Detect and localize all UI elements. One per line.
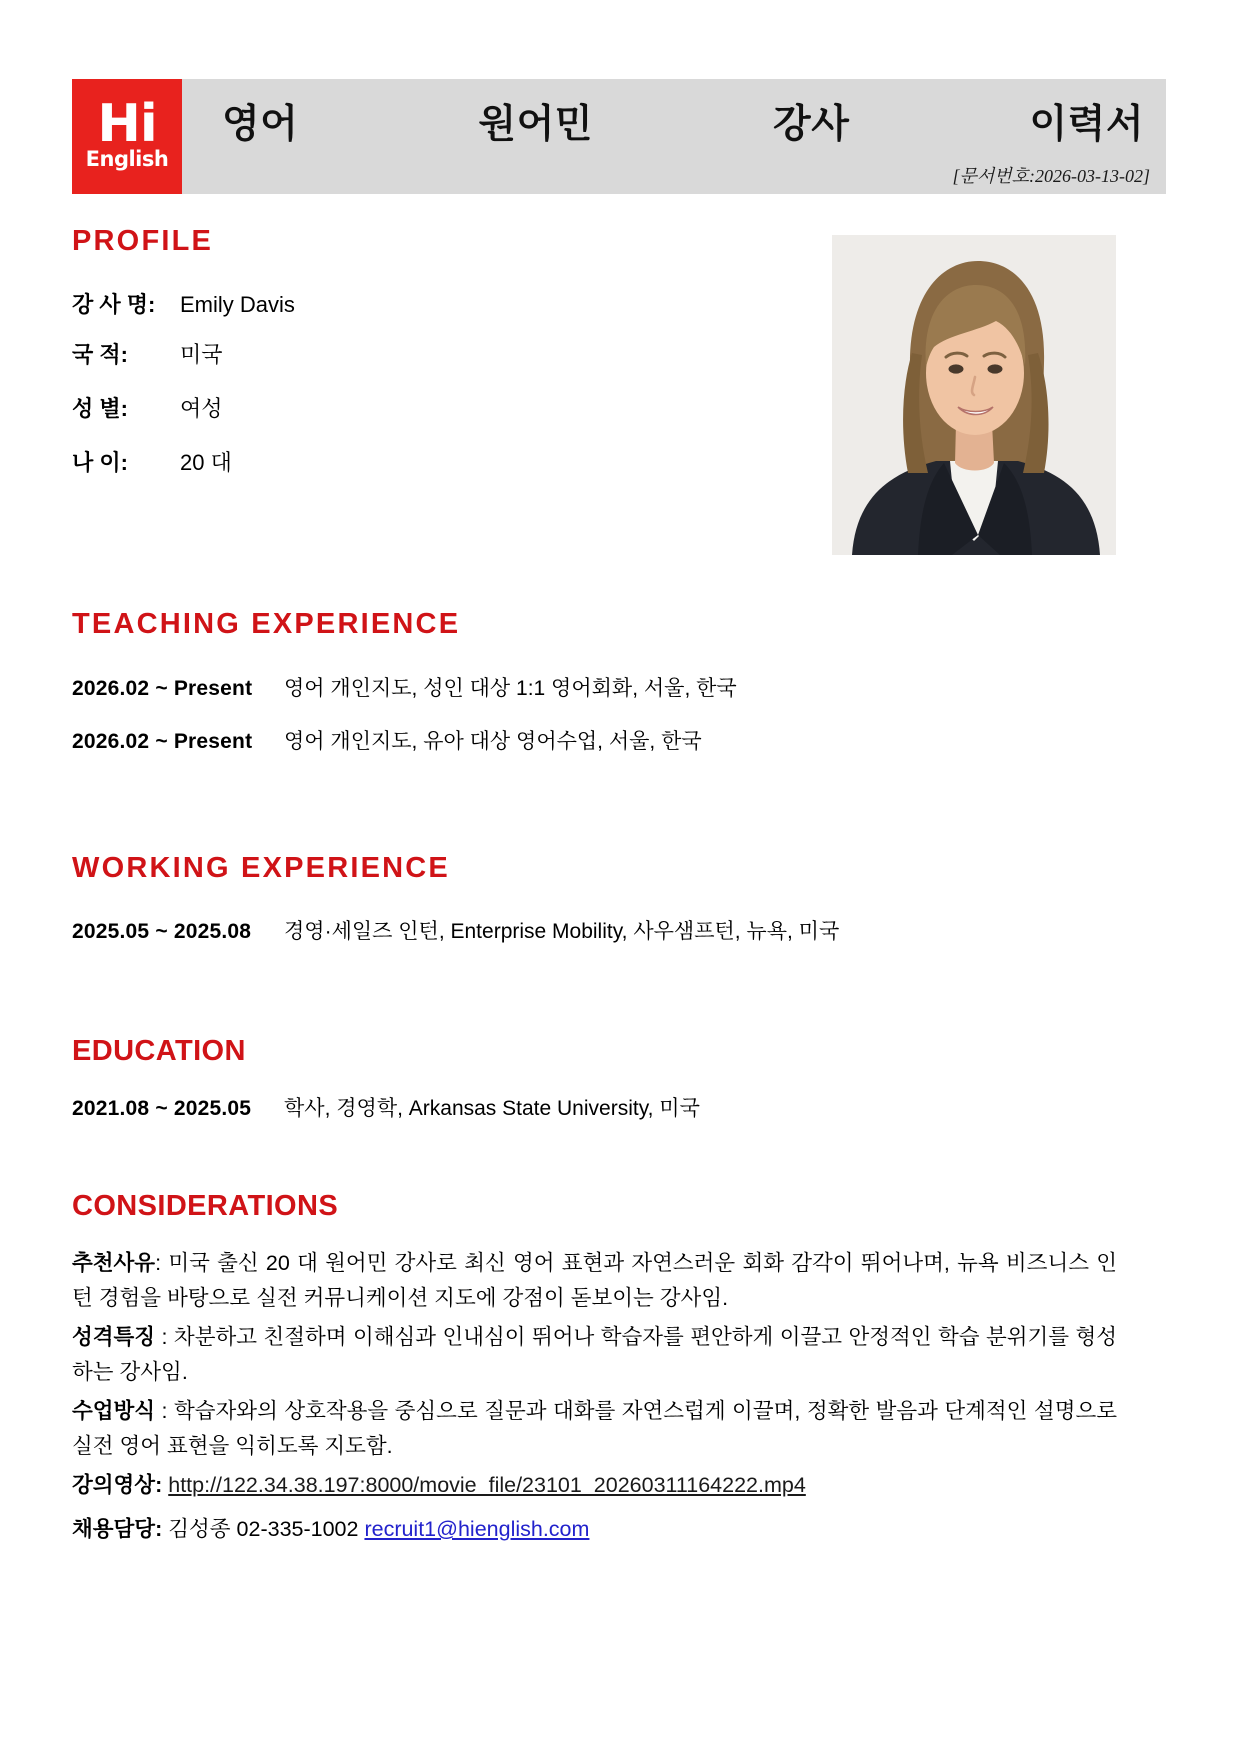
education-row-1-desc: 학사, 경영학, Arkansas State University, 미국	[284, 1097, 700, 1120]
considerations-reason-sep: :	[155, 1251, 169, 1275]
profile-value-gender: 여성	[180, 396, 223, 421]
considerations-reason-text: 미국 출신 20 대 원어민 강사로 최신 영어 표현과 자연스러운 회화 감각이 뛰어나며, 뉴욕 비즈니스 인턴 경험을 바탕으로 실전 커뮤니케이션 지도에 강점이 돋보이는 강사임.	[72, 1251, 1118, 1310]
teaching-row-1-desc: 영어 개인지도, 성인 대상 1:1 영어회화, 서울, 한국	[284, 677, 737, 700]
profile-row-age	[72, 446, 232, 477]
profile-value-name: Emily Davis	[180, 292, 295, 317]
considerations-reason	[72, 1246, 1117, 1316]
profile-row-name	[72, 288, 295, 319]
profile-label-nationality: 국 적:	[72, 342, 128, 367]
instructor-photo	[832, 235, 1116, 555]
teaching-row-2-date: 2026.02 ~ Present	[72, 730, 253, 753]
contact-email-link[interactable]: recruit1@hienglish.com	[364, 1517, 590, 1541]
contact-name: 김성종	[168, 1517, 231, 1541]
profile-value-age: 20 대	[180, 450, 232, 475]
considerations-video-label: 강의영상:	[72, 1473, 163, 1497]
document-number: [문서번호:2026-03-13-02]	[952, 166, 1150, 186]
document-header	[72, 79, 1166, 194]
hi-english-logo	[72, 79, 182, 194]
section-title-profile: PROFILE	[72, 225, 214, 257]
section-title-working: WORKING EXPERIENCE	[72, 852, 450, 884]
section-title-teaching: TEACHING EXPERIENCE	[72, 608, 461, 640]
teaching-row-2-desc: 영어 개인지도, 유아 대상 영어수업, 서울, 한국	[284, 730, 702, 753]
profile-value-nationality: 미국	[180, 342, 223, 367]
considerations-method-sep: :	[155, 1399, 174, 1423]
teaching-row-2	[72, 725, 1112, 755]
considerations-personality-sep: :	[155, 1325, 174, 1349]
considerations-reason-label: 추천사유	[72, 1251, 156, 1275]
logo-hi-text: Hi	[97, 93, 157, 154]
education-row-1	[72, 1092, 1112, 1122]
profile-label-gender: 성 별:	[72, 396, 128, 421]
working-row-1-desc: 경영·세일즈 인턴, Enterprise Mobility, 사우샘프턴, 뉴욕, 미국	[284, 920, 840, 943]
considerations-personality	[72, 1320, 1117, 1390]
logo-english-text: English	[85, 147, 169, 172]
profile-row-nationality	[72, 338, 223, 369]
lecture-video-link[interactable]: http://122.34.38.197:8000/movie_file/23101_20260311164222.mp4	[168, 1473, 806, 1497]
teaching-row-1	[72, 672, 1112, 702]
profile-row-gender	[72, 392, 223, 423]
header-title-bar	[182, 79, 1166, 194]
page-title: 영어 원어민 강사 이력서	[222, 103, 1144, 146]
contact-phone: 02-335-1002	[236, 1517, 359, 1541]
education-row-1-date: 2021.08 ~ 2025.05	[72, 1097, 252, 1120]
considerations-method	[72, 1394, 1117, 1464]
considerations-contact	[72, 1512, 1117, 1547]
considerations-method-text: 학습자와의 상호작용을 중심으로 질문과 대화를 자연스럽게 이끌며, 정확한 발음과 단계적인 설명으로 실전 영어 표현을 익히도록 지도함.	[72, 1399, 1117, 1458]
considerations-personality-label: 성격특징	[72, 1325, 156, 1349]
profile-label-age: 나 이:	[72, 450, 128, 475]
working-row-1-date: 2025.05 ~ 2025.08	[72, 920, 252, 943]
considerations-personality-text: 차분하고 친절하며 이해심과 인내심이 뛰어나 학습자를 편안하게 이끌고 안정적인 학습 분위기를 형성하는 강사임.	[72, 1325, 1117, 1384]
considerations-contact-label: 채용담당:	[72, 1517, 163, 1541]
photo-illustration	[832, 235, 1116, 555]
section-title-considerations: CONSIDERATIONS	[72, 1190, 339, 1222]
profile-label-name: 강 사 명:	[72, 292, 156, 317]
considerations-video	[72, 1468, 1117, 1503]
section-title-education: EDUCATION	[72, 1035, 246, 1067]
teaching-row-1-date: 2026.02 ~ Present	[72, 677, 253, 700]
considerations-method-label: 수업방식	[72, 1399, 156, 1423]
working-row-1	[72, 915, 1112, 945]
